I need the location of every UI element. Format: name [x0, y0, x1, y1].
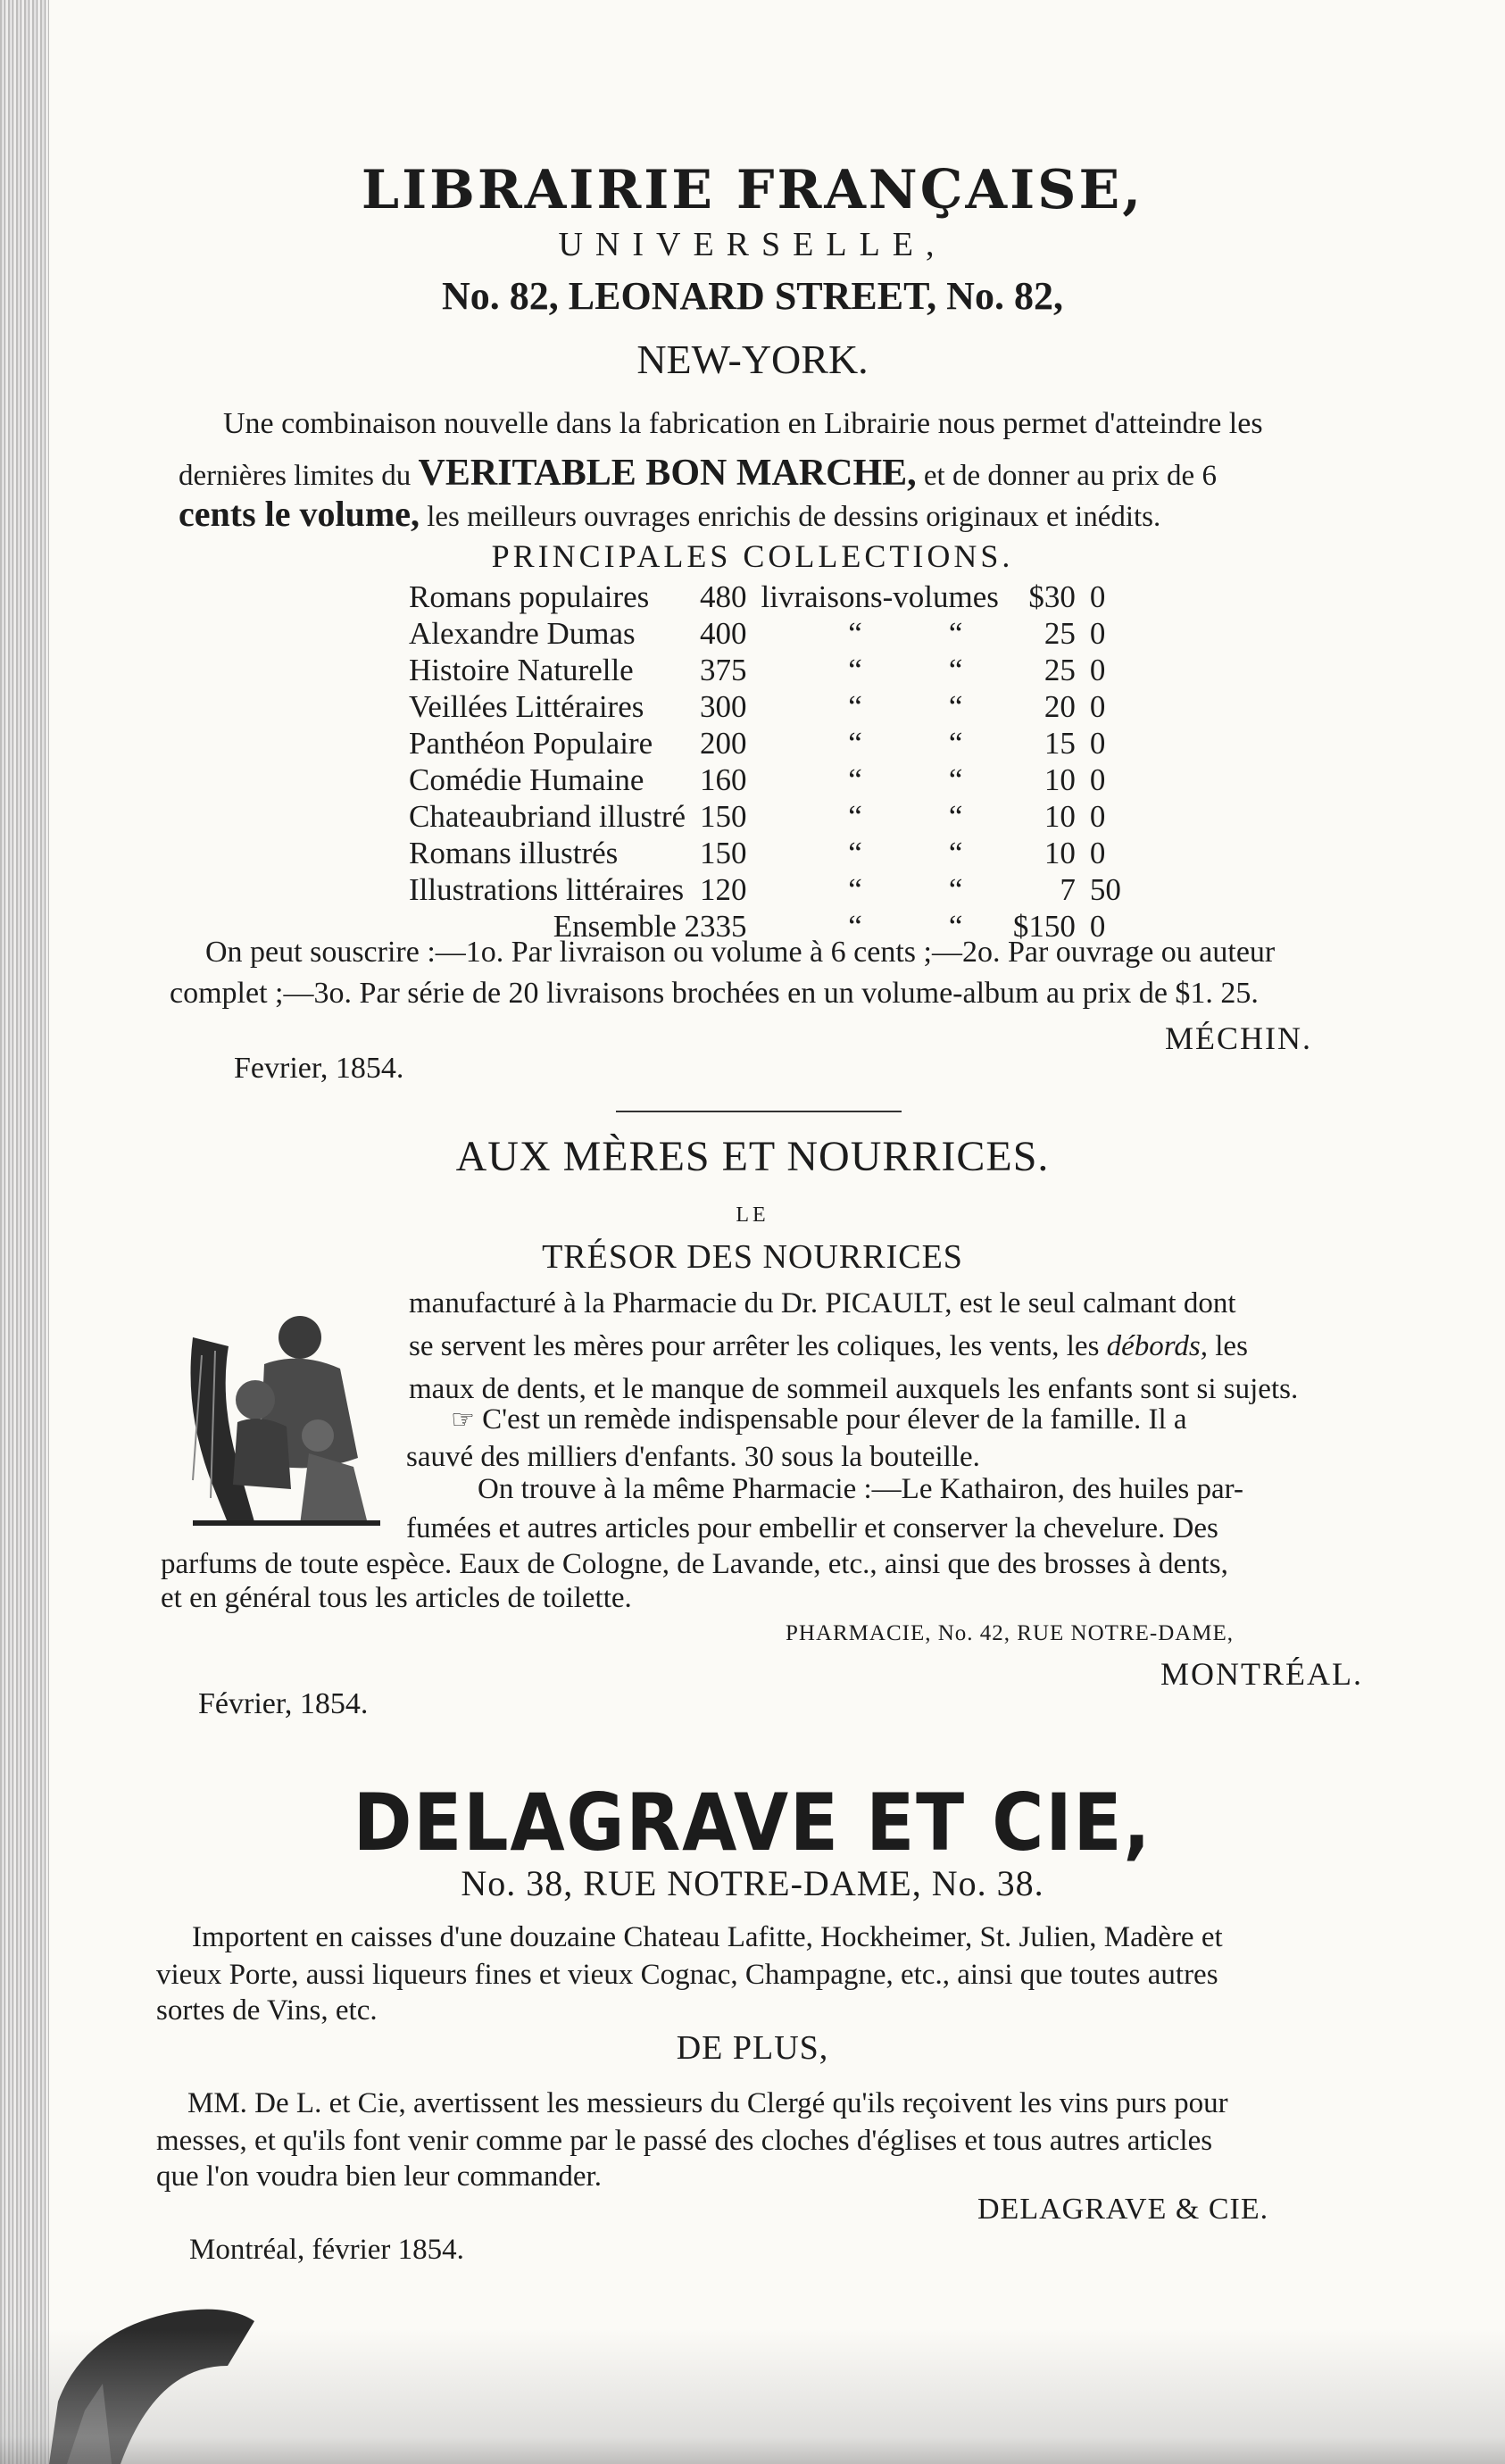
collection-price: 25 — [1044, 653, 1076, 687]
ad1-para-line-1: Une combinaison nouvelle dans la fabrication en Librairie nous permet d'atteindre les — [223, 407, 1263, 440]
ad3-line-3: sortes de Vins, etc. — [156, 1994, 378, 2027]
ad3-line-2: vieux Porte, aussi liqueurs fines et vieux Cognac, Champagne, etc., ainsi que toutes autres — [156, 1959, 1218, 1991]
ditto-mark: “ — [948, 689, 963, 724]
collection-cents: 0 — [1089, 836, 1106, 870]
collection-unit — [754, 725, 805, 762]
ad2-line-4-text: C'est un remède indispensable pour élever de la famille. Il a — [482, 1403, 1187, 1436]
collection-unit — [754, 762, 805, 798]
ditto-mark: “ — [848, 689, 862, 724]
ditto-mark: “ — [948, 799, 963, 834]
collection-price: $30 — [1028, 579, 1076, 614]
collection-price: 15 — [1044, 726, 1076, 761]
collection-cents: 0 — [1089, 689, 1106, 724]
ensemble-cents: 0 — [1089, 909, 1106, 944]
collection-price: 25 — [1044, 616, 1076, 651]
collection-cents: 0 — [1089, 762, 1106, 797]
collection-cents: 0 — [1089, 726, 1106, 761]
ad3-address: No. 38, RUE NOTRE-DAME, No. 38. — [461, 1863, 1044, 1903]
ad2-line-1: manufacturé à la Pharmacie du Dr. PICAULT, est le seul calmant dont — [409, 1287, 1236, 1319]
collection-price: 10 — [1044, 836, 1076, 870]
ditto-mark: “ — [948, 616, 963, 651]
collection-cents: 0 — [1089, 799, 1106, 834]
collection-count: 160 — [700, 762, 747, 797]
collection-cents: 0 — [1089, 653, 1106, 687]
ad3-date: Montréal, février 1854. — [189, 2234, 464, 2266]
ad3-signature: DELAGRAVE & CIE. — [977, 2193, 1269, 2226]
collection-name: Comédie Humaine — [409, 762, 644, 797]
ad2-line-3: maux de dents, et le manque de sommeil auxquels les enfants sont si sujets. — [409, 1373, 1299, 1405]
collection-name: Romans populaires — [409, 579, 650, 614]
collection-name: Panthéon Populaire — [409, 726, 653, 761]
ditto-mark: “ — [848, 762, 862, 797]
ad2-line-2-c: les — [1215, 1330, 1248, 1362]
collection-price: 20 — [1044, 689, 1076, 724]
ad2-pharmacy-address: PHARMACIE, No. 42, RUE NOTRE-DAME, — [786, 1621, 1235, 1645]
collection-row — [402, 835, 1128, 871]
ad2-debords: débords, — [1106, 1330, 1209, 1362]
ad1-city: NEW-YORK. — [636, 337, 869, 382]
ad2-le: LE — [736, 1203, 769, 1227]
ad2-line-9: et en général tous les articles de toilette. — [161, 1582, 632, 1614]
ditto-mark: “ — [948, 726, 963, 761]
scan-edge-bottom — [0, 2330, 1505, 2464]
ad2-line-2 — [409, 1330, 1248, 1363]
ensemble-price: $150 — [1012, 909, 1076, 944]
collection-count: 150 — [700, 836, 747, 870]
ditto-mark: “ — [948, 836, 963, 870]
ad2-line-8: parfums de toute espèce. Eaux de Cologne, de Lavande, etc., ainsi que des brosses à dents, — [161, 1548, 1228, 1580]
collection-price: 10 — [1044, 762, 1076, 797]
ditto-mark: “ — [848, 653, 862, 687]
collection-cents: 0 — [1089, 616, 1106, 651]
collections-table-body — [402, 579, 1128, 945]
ad2-line-2-a: se servent les mères pour arrêter les coliques, les vents, les — [409, 1330, 1100, 1362]
ad2-date: Février, 1854. — [198, 1687, 369, 1720]
collection-name: Chateaubriand illustré — [409, 799, 686, 834]
ditto-mark: “ — [948, 653, 963, 687]
divider-1 — [616, 1111, 902, 1112]
ad2-title: AUX MÈRES ET NOURRICES. — [455, 1133, 1050, 1180]
ad3-line-4: MM. De L. et Cie, avertissent les messieurs du Clergé qu'ils reçoivent les vins purs pour — [187, 2087, 1228, 2119]
mother-nurse-engraving — [175, 1302, 398, 1534]
collection-name: Histoire Naturelle — [409, 653, 634, 687]
ensemble-label: Ensemble 2335 — [553, 909, 747, 944]
collection-unit — [754, 615, 805, 652]
collection-unit — [754, 798, 805, 835]
ad1-para-line-2 — [179, 452, 1217, 495]
ad1-subscribe-line-2: complet ;—3o. Par série de 20 livraisons brochées en un volume-album au prix de $1. 25. — [170, 977, 1259, 1010]
ditto-mark: “ — [848, 836, 862, 870]
collection-row — [402, 725, 1128, 762]
collection-row — [402, 652, 1128, 688]
ad1-collections-heading: PRINCIPALES COLLECTIONS. — [491, 538, 1014, 574]
collection-count: 300 — [700, 689, 747, 724]
collection-count: 375 — [700, 653, 747, 687]
collection-row — [402, 798, 1128, 835]
ditto-mark: “ — [848, 726, 862, 761]
ad2-line-7: fumées et autres articles pour embellir et conserver la chevelure. Des — [406, 1512, 1218, 1544]
ad2-line-4 — [451, 1403, 1187, 1436]
ad3-line-6: que l'on voudra bien leur commander. — [156, 2160, 602, 2193]
collections-table — [402, 579, 1128, 945]
ditto-mark: “ — [848, 872, 862, 907]
ad1-para-line-3-b: les meilleurs ouvrages enrichis de dessins originaux et inédits. — [427, 501, 1161, 533]
ditto-mark: “ — [948, 762, 963, 797]
ad1-para-line-3 — [179, 493, 1160, 535]
collection-count: 200 — [700, 726, 747, 761]
collection-name: Illustrations littéraires — [409, 872, 685, 907]
collection-row — [402, 762, 1128, 798]
ad1-signature: MÉCHIN. — [1165, 1020, 1312, 1056]
ditto-mark: “ — [848, 909, 862, 944]
ad1-bon-marche: VERITABLE BON MARCHE, — [418, 453, 917, 494]
collection-unit — [754, 688, 805, 725]
ad3-line-1: Importent en caisses d'une douzaine Chateau Lafitte, Hockheimer, St. Julien, Madère et — [192, 1921, 1223, 1953]
ad1-para-line-2-a: dernières limites du — [179, 460, 412, 492]
ad2-city: MONTRÉAL. — [1160, 1656, 1363, 1692]
collection-row — [402, 688, 1128, 725]
collection-count: 480 — [700, 579, 747, 614]
pointing-hand-icon: ☞ — [451, 1404, 475, 1436]
ad2-line-6: On trouve à la même Pharmacie :—Le Kathairon, des huiles par- — [478, 1473, 1243, 1505]
collection-name: Veillées Littéraires — [409, 689, 644, 724]
ditto-mark: “ — [848, 616, 862, 651]
collection-price: 10 — [1044, 799, 1076, 834]
ad2-line-5: sauvé des milliers d'enfants. 30 sous la bouteille. — [406, 1441, 980, 1473]
collection-unit — [754, 835, 805, 871]
collection-unit: livraisons-volumes — [761, 579, 999, 614]
ad1-address: No. 82, LEONARD STREET, No. 82, — [442, 274, 1063, 318]
ad1-price-per-volume: cents le volume, — [179, 494, 420, 534]
collection-name: Alexandre Dumas — [409, 616, 636, 651]
collection-cents: 50 — [1089, 872, 1121, 907]
ad3-de-plus: DE PLUS, — [676, 2029, 829, 2067]
ad1-subtitle: UNIVERSELLE, — [558, 226, 947, 263]
collection-cents: 0 — [1089, 579, 1106, 614]
collection-count: 150 — [700, 799, 747, 834]
collection-count: 120 — [700, 872, 747, 907]
collection-row — [402, 579, 1128, 615]
ad1-title: LIBRAIRIE FRANÇAISE, — [361, 159, 1144, 221]
collection-price: 7 — [1060, 872, 1076, 907]
ditto-mark: “ — [848, 799, 862, 834]
ditto-mark: “ — [948, 872, 963, 907]
collection-count: 400 — [700, 616, 747, 651]
collection-row — [402, 615, 1128, 652]
collection-row — [402, 871, 1128, 908]
ditto-mark: “ — [948, 909, 963, 944]
ad1-date: Fevrier, 1854. — [234, 1052, 404, 1085]
collection-unit — [754, 652, 805, 688]
ad2-product-name: TRÉSOR DES NOURRICES — [542, 1238, 963, 1276]
ad3-title: DELAGRAVE ET CIE, — [353, 1777, 1152, 1869]
ad1-para-line-2-c: et de donner au prix de 6 — [923, 460, 1217, 492]
ad1-subscribe-line-1: On peut souscrire :—1o. Par livraison ou volume à 6 cents ;—2o. Par ouvrage ou auteur — [205, 936, 1276, 969]
collection-name: Romans illustrés — [409, 836, 619, 870]
ad3-line-5: messes, et qu'ils font venir comme par le passé des cloches d'églises et tous autres articles — [156, 2125, 1213, 2157]
collection-unit — [754, 871, 805, 908]
